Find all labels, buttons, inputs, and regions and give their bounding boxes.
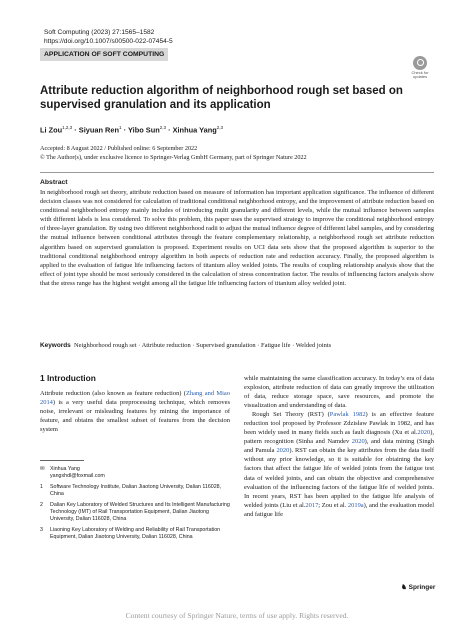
citation-link[interactable]: 2020 <box>351 438 365 446</box>
publisher-logo <box>401 583 435 591</box>
keywords-label: Keywords <box>40 342 71 349</box>
section-tag: APPLICATION OF SOFT COMPUTING <box>40 48 168 61</box>
citation-link[interactable]: 2020 <box>276 447 290 455</box>
citation-link[interactable]: 2017 <box>305 501 319 509</box>
body-text: ), pattern recognition (Sinha and Namdev <box>244 429 434 446</box>
body-paragraph <box>244 410 434 519</box>
affiliation-footnote <box>40 527 230 541</box>
author-affiliation: 2,3 <box>216 125 224 130</box>
author-name[interactable]: Xinhua Yang <box>172 125 217 135</box>
envelope-icon: ✉ <box>40 466 45 472</box>
author-name[interactable]: Li Zou <box>40 125 63 135</box>
affiliation-text: Software Technology Institute, Dalian Jiaotong University, Dalian 116028, China <box>50 484 222 497</box>
body-text: ). RST can obtain the key attributes from the data itself without any prior knowledge, so it is suitable for obtaining the key factors that affect the fatigue life of welded joints from the fatigue test data of welded joints, and can obtain the objective and comprehensive evaluation of the influencing factors of the fatigue life of welded joints. In recent years, RST has been applied to the fatigue life analysis of welded joints (Liu et al. <box>244 447 434 509</box>
footnote-divider <box>40 460 84 461</box>
journal-meta <box>44 28 173 46</box>
body-text: ), and the evaluation model and fatigue life <box>244 501 434 518</box>
footnote-marker: 1 <box>40 484 43 490</box>
author-name[interactable]: Siyuan Ren <box>78 125 120 135</box>
body-text: ) is an effective feature reduction tool proposed by Professor Zdzisław Pawlak in 1982, and has been widely used in many fields such as fault diagnosis (Xu et al. <box>244 411 435 437</box>
badge-line-2: updates <box>412 74 428 80</box>
right-column <box>244 374 434 519</box>
corresponding-author <box>40 466 230 480</box>
journal-line: Soft Computing (2023) 27:1565–1582 <box>44 29 155 36</box>
affiliation-footnote <box>40 484 230 498</box>
intro-text: ) is a very useful data preprocessing technique, which removes noise, irrelevant or misleading features by mining the importance of feature, and obtains the smallest subset of features from the decision system <box>40 399 230 434</box>
abstract <box>40 179 434 288</box>
author-name[interactable]: Yibo Sun <box>127 125 160 135</box>
intro-heading: 1 Introduction <box>40 373 96 383</box>
body-paragraph: while maintaining the same classification accuracy. In today’s era of data explosion, attribute reduction of data can greatly improve the utilization of data, reduce storage space, save resources, and promote the visualization and understanding of data. <box>244 375 434 410</box>
affiliation-text: Dalian Key Laboratory of Welded Structures and Its Intelligent Manufacturing Technology (IMT) of Rail Transportation Equipment, Dalian Jiaotong University, Dalian 116028, China <box>50 502 230 522</box>
body-text: ; Zou et al. <box>318 501 348 509</box>
citation-link[interactable]: Pawlak 1982 <box>329 411 366 419</box>
author-list: Li Zou$^{1,2,3}$ · Siyuan Ren$^1$ · Yibo Sun$^{2,3}$ · Xinhua Yang$^{2,3}$ <box>40 125 224 135</box>
publication-dates <box>40 145 307 162</box>
author-affiliation: 2,3 <box>159 125 166 130</box>
footnotes <box>40 466 230 545</box>
copyright-line: © The Author(s), under exclusive licence to Springer-Verlag GmbH Germany, part of Springer Nature 2022 <box>40 153 307 161</box>
citation-link[interactable]: Zhang and Miao 2014 <box>40 390 230 407</box>
intro-text: Attribute reduction (also known as feature reduction) ( <box>40 390 186 398</box>
left-column <box>40 374 230 434</box>
affiliation-footnote <box>40 502 230 523</box>
abstract-text: In neighborhood rough set theory, attribute reduction based on measure of information has important application significance. The influence of different decision classes was not considered for calculation of traditional conditional neighborhood entropy, and the improvement of attribute reduction based on conditional neighborhood entropy mainly includes of introducing multi granularity and different levels, while the mutual influence between samples with different labels is less considered. To solve this problem, this paper uses the supervised strategy to improve the conditional neighborhood entropy of three-layer granulation. By using two different neighborhood radii to adjust the mutual influence degree of different label samples, and by considering the mutual influence between conditional attributes through the feature complementary relationship, a neighborhood rough set attribute reduction algorithm based on supervised granulation is proposed. Experiment results on UCI data sets show that the proposed algorithm is superior to the traditional conditional neighborhood entropy algorithm in both aspects of reduction rate and reduction accuracy. Finally, the proposed algorithm is applied to the evaluation of fatigue life influencing factors of titanium alloy welded joints. The results of coupling relationship analysis show that the effect of joint type should be most seriously considered in the calculation of stress concentration factor. The results of influencing factors analysis show that the stress range has the highest weight among all the fatigue life influencing factors of titanium alloy welded joint. <box>40 189 434 287</box>
badge-line-1: Check for <box>411 70 429 75</box>
abstract-heading: Abstract <box>40 179 68 186</box>
springer-horse-icon: ♞ <box>401 584 407 591</box>
author-affiliation: 1 <box>119 125 122 130</box>
corresponding-name: Xinhua Yang <box>50 466 80 472</box>
dates-line: Accepted: 8 August 2022 / Published online: 6 September 2022 <box>40 145 198 152</box>
body-text: ), and data mining (Singh and Pamula <box>244 438 434 455</box>
header-divider <box>40 172 434 173</box>
body-text: Rough Set Theory (RST) ( <box>252 411 330 419</box>
citation-link[interactable]: 2019a <box>347 501 364 509</box>
author-affiliation: 1,2,3 <box>62 125 73 130</box>
intro-paragraph <box>40 389 230 434</box>
corresponding-email[interactable]: yangxhdl@foxmail.com <box>50 473 105 479</box>
footnote-marker: 2 <box>40 502 43 508</box>
publisher-name: Springer <box>408 584 436 591</box>
doi-link[interactable]: https://doi.org/10.1007/s00500-022-07454-5 <box>44 38 173 45</box>
crossmark-icon <box>413 56 427 70</box>
check-for-updates-badge[interactable] <box>407 56 433 80</box>
affiliation-text: Liaoning Key Laboratory of Welding and Reliability of Rail Transportation Equipment, Dalian Jiaotong University, Dalian 116028, China <box>50 527 221 540</box>
courtesy-watermark: Content courtesy of Springer Nature, terms of use apply. Rights reserved. <box>125 611 349 620</box>
keywords <box>40 342 434 349</box>
paper-title: Attribute reduction algorithm of neighborhood rough set based on supervised granulation and its application <box>40 85 403 111</box>
footnote-marker: 3 <box>40 527 43 533</box>
keywords-text: Neighborhood rough set · Attribute reduction · Supervised granulation · Fatigue life · Welded joints <box>74 342 332 349</box>
citation-link[interactable]: 2020 <box>417 429 431 437</box>
